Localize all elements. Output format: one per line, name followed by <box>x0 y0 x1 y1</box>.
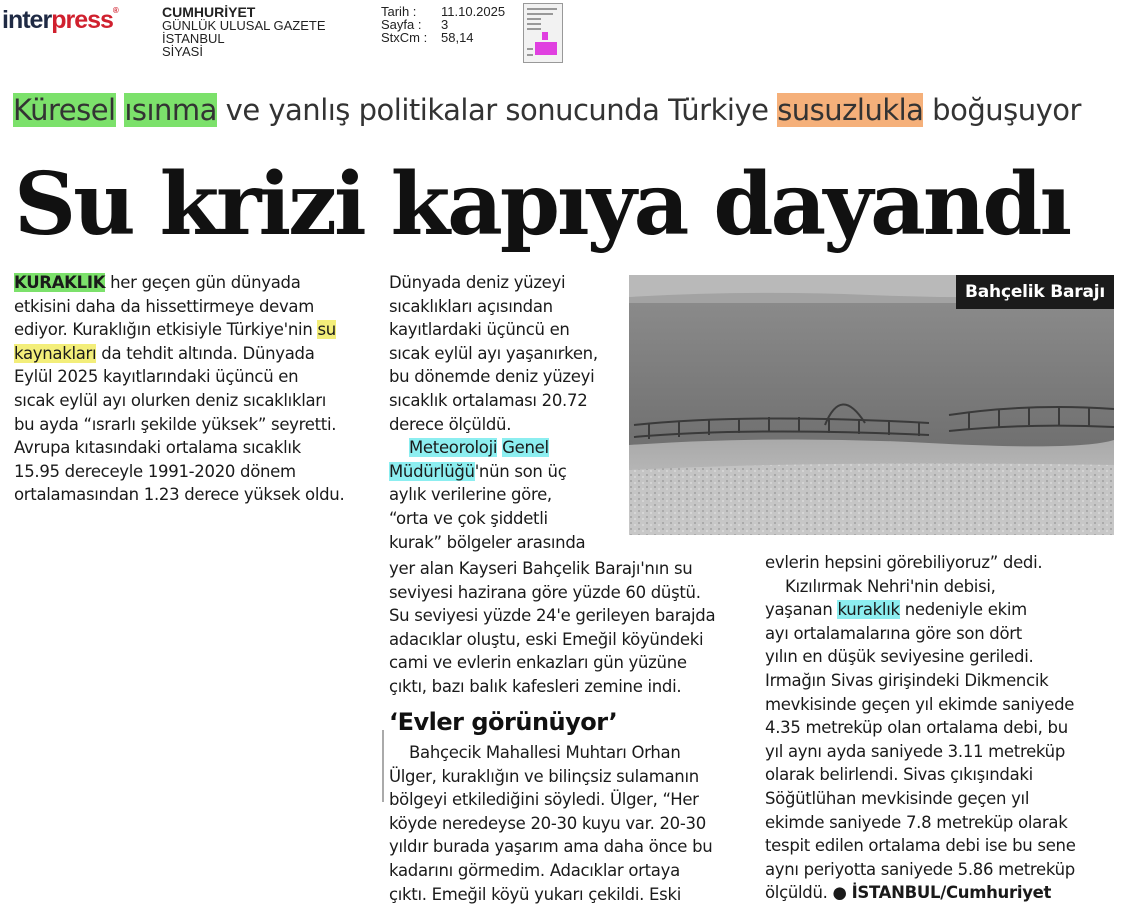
body-text: aynı periyotta saniyede 5.86 metreküp <box>765 859 1075 879</box>
body-text: “orta ve çok şiddetli <box>389 508 548 528</box>
body-text: kayıtlardaki üçüncü en <box>389 320 570 340</box>
body-text: Irmağın Sivas girişindeki Dikmencik <box>765 670 1049 690</box>
page-value: 3 <box>441 17 449 32</box>
thumb-line <box>527 28 541 30</box>
article-column-1 <box>14 271 374 507</box>
date-label: Tarih : <box>381 4 417 19</box>
article-column-2-section <box>389 741 734 906</box>
thumb-line <box>527 18 541 20</box>
body-text: Bahçecik Mahallesi Muhtarı Orhan <box>409 743 681 762</box>
body-text: Kızılırmak Nehri'nin debisi, <box>785 576 996 596</box>
interpress-logo <box>2 6 118 35</box>
publication-city: İSTANBUL <box>162 31 225 46</box>
body-text: kurak” bölgeler arasında <box>389 532 586 552</box>
body-text: Dünyada deniz yüzeyi <box>389 273 566 292</box>
body-text: da tehdit altında. Dünyada <box>96 343 315 363</box>
article-headline: Su krizi kapıya dayandı <box>14 154 1070 255</box>
body-text: mevkisinde geçen yıl ekimde saniyede <box>765 694 1075 714</box>
logo-text-press: press <box>51 6 113 34</box>
kicker-text: boğuşuyor <box>923 93 1081 127</box>
reservoir-photo <box>629 275 1114 535</box>
page-label: Sayfa : <box>381 17 422 32</box>
thumb-line <box>527 13 553 15</box>
body-text: Söğütlühan mevkisinde geçen yıl <box>765 788 1030 808</box>
body-text: seviyesi hazirana göre yüzde 60 düştü. <box>389 582 701 602</box>
thumb-highlight <box>535 42 557 55</box>
body-text: bu dönemde deniz yüzeyi <box>389 367 595 387</box>
publication-category: SİYASİ <box>162 44 203 59</box>
page-fold-line <box>382 730 384 802</box>
thumb-line <box>527 48 533 50</box>
body-text: Avrupa kıtasındaki ortalama sıcaklık <box>14 438 301 458</box>
body-text: derece ölçüldü. <box>389 414 512 434</box>
body-text: yaşanan <box>765 600 838 620</box>
logo-registered-mark: ® <box>112 6 118 15</box>
clipping-info <box>381 5 505 44</box>
body-text: tespit edilen ortalama debi ise bu sene <box>765 836 1076 856</box>
body-text: bölgeyi etkilediğini söyledi. Ülger, “Her <box>389 790 699 810</box>
keyword-highlight: Meteoroloji <box>409 438 498 458</box>
thumb-line <box>527 23 541 25</box>
body-text: sıcaklıkları açısından <box>389 296 553 316</box>
body-text: çıktı. Emeğil köyü yukarı çekildi. Eski <box>389 884 681 904</box>
photo-caption: Bahçelik Barajı <box>956 275 1114 309</box>
size-label: StxCm : <box>381 30 428 45</box>
kicker-line <box>13 93 1081 127</box>
keyword-highlight: su <box>317 320 336 340</box>
body-text: sıcak eylül ayı olurken deniz sıcaklıkları <box>14 390 327 410</box>
body-text: ölçüldü. ● <box>765 883 852 903</box>
body-text: yıl aynı ayda saniyede 3.11 metreküp <box>765 741 1066 761</box>
section-subheading: ‘Evler görünüyor’ <box>389 708 618 736</box>
body-text: Su seviyesi yüzde 24'e gerileyen barajda <box>389 606 716 626</box>
body-text: sıcak eylül ayı yaşanırken, <box>389 343 598 363</box>
kicker-text: ve yanlış politikalar sonucunda Türkiye <box>216 93 778 127</box>
reservoir-photo-image <box>629 275 1114 535</box>
logo-text-inter: inter <box>2 6 52 34</box>
body-text: ediyor. Kuraklığın etkisiyle Türkiye'nin <box>14 320 318 340</box>
body-text: yer alan Kayseri Bahçelik Barajı'nın su <box>389 559 693 578</box>
body-text: 15.95 dereceyle 1991-2020 dönem <box>14 461 296 481</box>
body-text: bu ayda “ısrarlı şekilde yüksek” seyretti. <box>14 414 337 434</box>
body-text: kadarını görmedim. Adacıklar ortaya <box>389 860 680 880</box>
body-text: Ülger, kuraklığın ve bilinçsiz sulamanın <box>389 766 699 786</box>
body-text: her geçen gün dünyada <box>105 273 301 292</box>
article-column-3 <box>765 551 1115 905</box>
body-text: Eylül 2025 kayıtlarındaki üçüncü en <box>14 367 299 387</box>
body-text: evlerin hepsini görebiliyoruz” dedi. <box>765 553 1043 572</box>
keyword-highlight: Küresel <box>13 93 116 127</box>
body-text: ortalamasından 1.23 derece yüksek oldu. <box>14 485 345 505</box>
date-value: 11.10.2025 <box>441 4 506 19</box>
body-text: ekimde saniyede 7.8 metreküp olarak <box>765 812 1068 832</box>
publication-name: CUMHURİYET <box>162 4 256 20</box>
body-text: çıktı, bazı balık kafesleri zemine indi. <box>389 676 682 696</box>
body-text: nedeniyle ekim <box>899 600 1027 620</box>
keyword-highlight: ısınma <box>124 93 217 127</box>
keyword-highlight: susuzlukla <box>777 93 924 127</box>
body-text: 4.35 metreküp olan ortalama debi, bu <box>765 718 1068 738</box>
body-text: yılın en düşük seviyesine geriledi. <box>765 647 1034 667</box>
body-text: olarak belirlendi. Sivas çıkışındaki <box>765 765 1033 785</box>
keyword-highlight: Müdürlüğü <box>389 461 475 481</box>
body-text: ayı ortalamalarına göre son dört <box>765 623 1022 643</box>
lead-keyword: KURAKLIK <box>14 273 106 292</box>
article-column-2 <box>389 271 629 554</box>
page-thumbnail[interactable] <box>523 3 563 63</box>
body-text: etkisini daha da hissettirmeye devam <box>14 296 315 316</box>
publication-info <box>162 6 326 58</box>
body-text: yıldır burada yaşarım ama daha önce bu <box>389 837 713 857</box>
keyword-highlight: Genel <box>502 438 549 458</box>
keyword-highlight: kuraklık <box>837 600 900 620</box>
thumb-line <box>527 54 533 56</box>
body-text: sıcaklık ortalaması 20.72 <box>389 390 588 410</box>
body-text: aylık verilerine göre, <box>389 485 552 505</box>
body-text: köyde neredeyse 20-30 kuyu var. 20-30 <box>389 813 706 833</box>
size-value: 58,14 <box>441 30 474 45</box>
thumb-highlight <box>542 32 548 40</box>
byline: İSTANBUL/Cumhuriyet <box>851 883 1052 903</box>
article-column-2-continued <box>389 557 734 699</box>
body-text: 'nün son üç <box>474 461 567 481</box>
thumb-line <box>527 8 557 10</box>
body-text: adacıklar oluştu, eski Emeğil köyündeki <box>389 629 704 649</box>
body-text: cami ve evlerin enkazları gün yüzüne <box>389 653 687 673</box>
publication-type: GÜNLÜK ULUSAL GAZETE <box>162 18 326 33</box>
keyword-highlight: kaynakları <box>14 343 97 363</box>
